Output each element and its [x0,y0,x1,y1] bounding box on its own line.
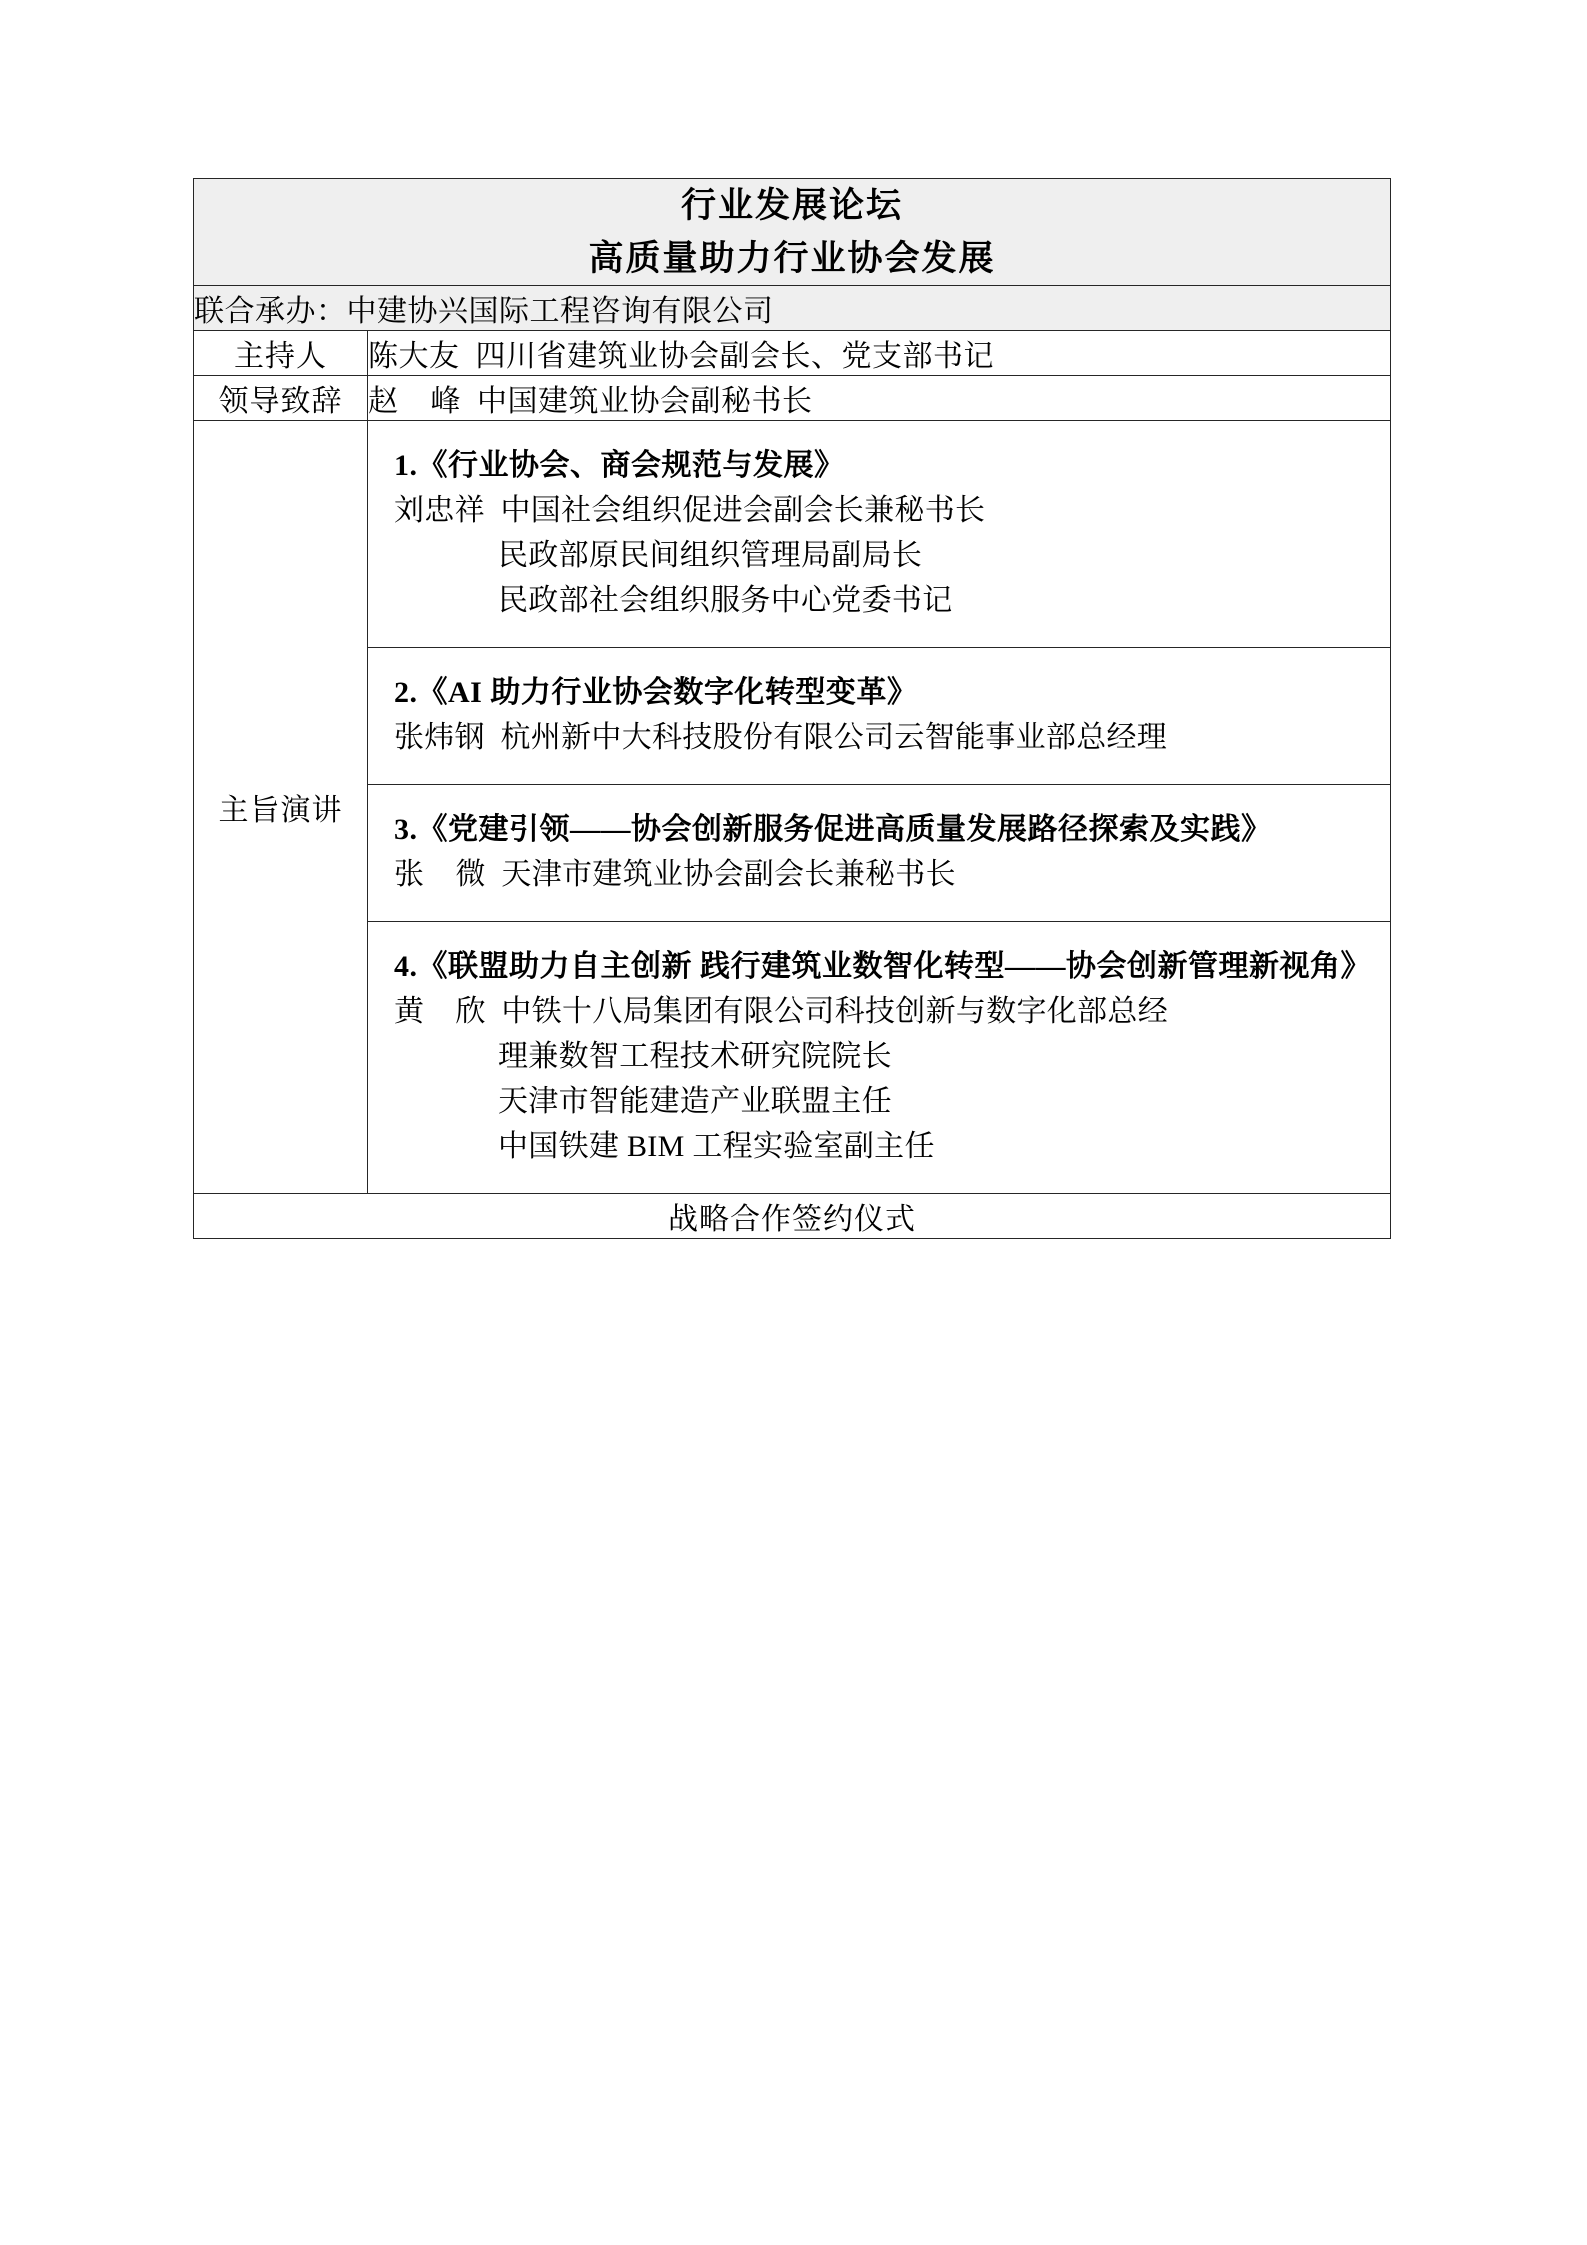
row-value-host-text: 陈大友 四川省建筑业协会副会长、党支部书记 [368,340,994,374]
keynote-subline: 民政部社会组织服务中心党委书记 [498,584,953,618]
keynote-subline: 天津市智能建造产业联盟主任 [498,1085,892,1119]
keynote-item-4 [368,922,1390,1194]
table-row-host [194,331,1391,376]
keynote-item-1 [368,421,1390,648]
row-label-leader-speech-text: 领导致辞 [218,385,343,419]
row-label-keynote-text: 主旨演讲 [218,794,343,828]
keynote-speaker: 刘忠祥 中国社会组织促进会副会长兼秘书长 [394,494,986,528]
signing-ceremony-text: 战略合作签约仪式 [668,1203,916,1237]
row-value-leader-speech [368,376,1391,421]
row-label-leader-speech [194,376,368,421]
keynote-speaker: 黄 欣 中铁十八局集团有限公司科技创新与数字化部总经 [394,995,1168,1029]
keynote-speaker: 张 微 天津市建筑业协会副会长兼秘书长 [394,858,956,892]
table-row-footer [194,1194,1391,1239]
table-row-co-organizer [194,286,1391,331]
keynote-item-3 [368,785,1390,922]
keynote-title: 2.《AI 助力行业协会数字化转型变革》 [394,676,918,710]
forum-title-cell [194,179,1391,286]
keynote-title: 3.《党建引领——协会创新服务促进高质量发展路径探索及实践》 [394,813,1272,847]
keynote-subline: 民政部原民间组织管理局副局长 [498,539,923,573]
keynote-list-cell [368,421,1391,1194]
keynote-item-2 [368,648,1390,785]
table-row-keynote [194,421,1391,1194]
keynote-speaker: 张炜钢 杭州新中大科技股份有限公司云智能事业部总经理 [394,721,1168,755]
forum-title-line-1: 行业发展论坛 [681,186,904,225]
co-organizer-cell [194,286,1391,331]
row-label-host-text: 主持人 [234,340,327,374]
keynote-title: 1.《行业协会、商会规范与发展》 [394,449,845,483]
table-row-title [194,179,1391,286]
signing-ceremony-cell [194,1194,1391,1239]
keynote-title: 4.《联盟助力自主创新 践行建筑业数智化转型——协会创新管理新视角》 [394,950,1371,984]
keynote-subline: 理兼数智工程技术研究院院长 [498,1040,892,1074]
keynote-list [368,421,1390,1193]
co-organizer-text: 联合承办：中建协兴国际工程咨询有限公司 [194,295,774,329]
agenda-table [193,178,1391,1239]
row-value-host [368,331,1391,376]
table-row-leader-speech [194,376,1391,421]
row-label-host [194,331,368,376]
row-value-leader-speech-text: 赵 峰 中国建筑业协会副秘书长 [368,385,813,419]
forum-title-line-2: 高质量助力行业协会发展 [588,239,996,279]
keynote-subline: 中国铁建 BIM 工程实验室副主任 [498,1130,935,1164]
row-label-keynote [194,421,368,1194]
